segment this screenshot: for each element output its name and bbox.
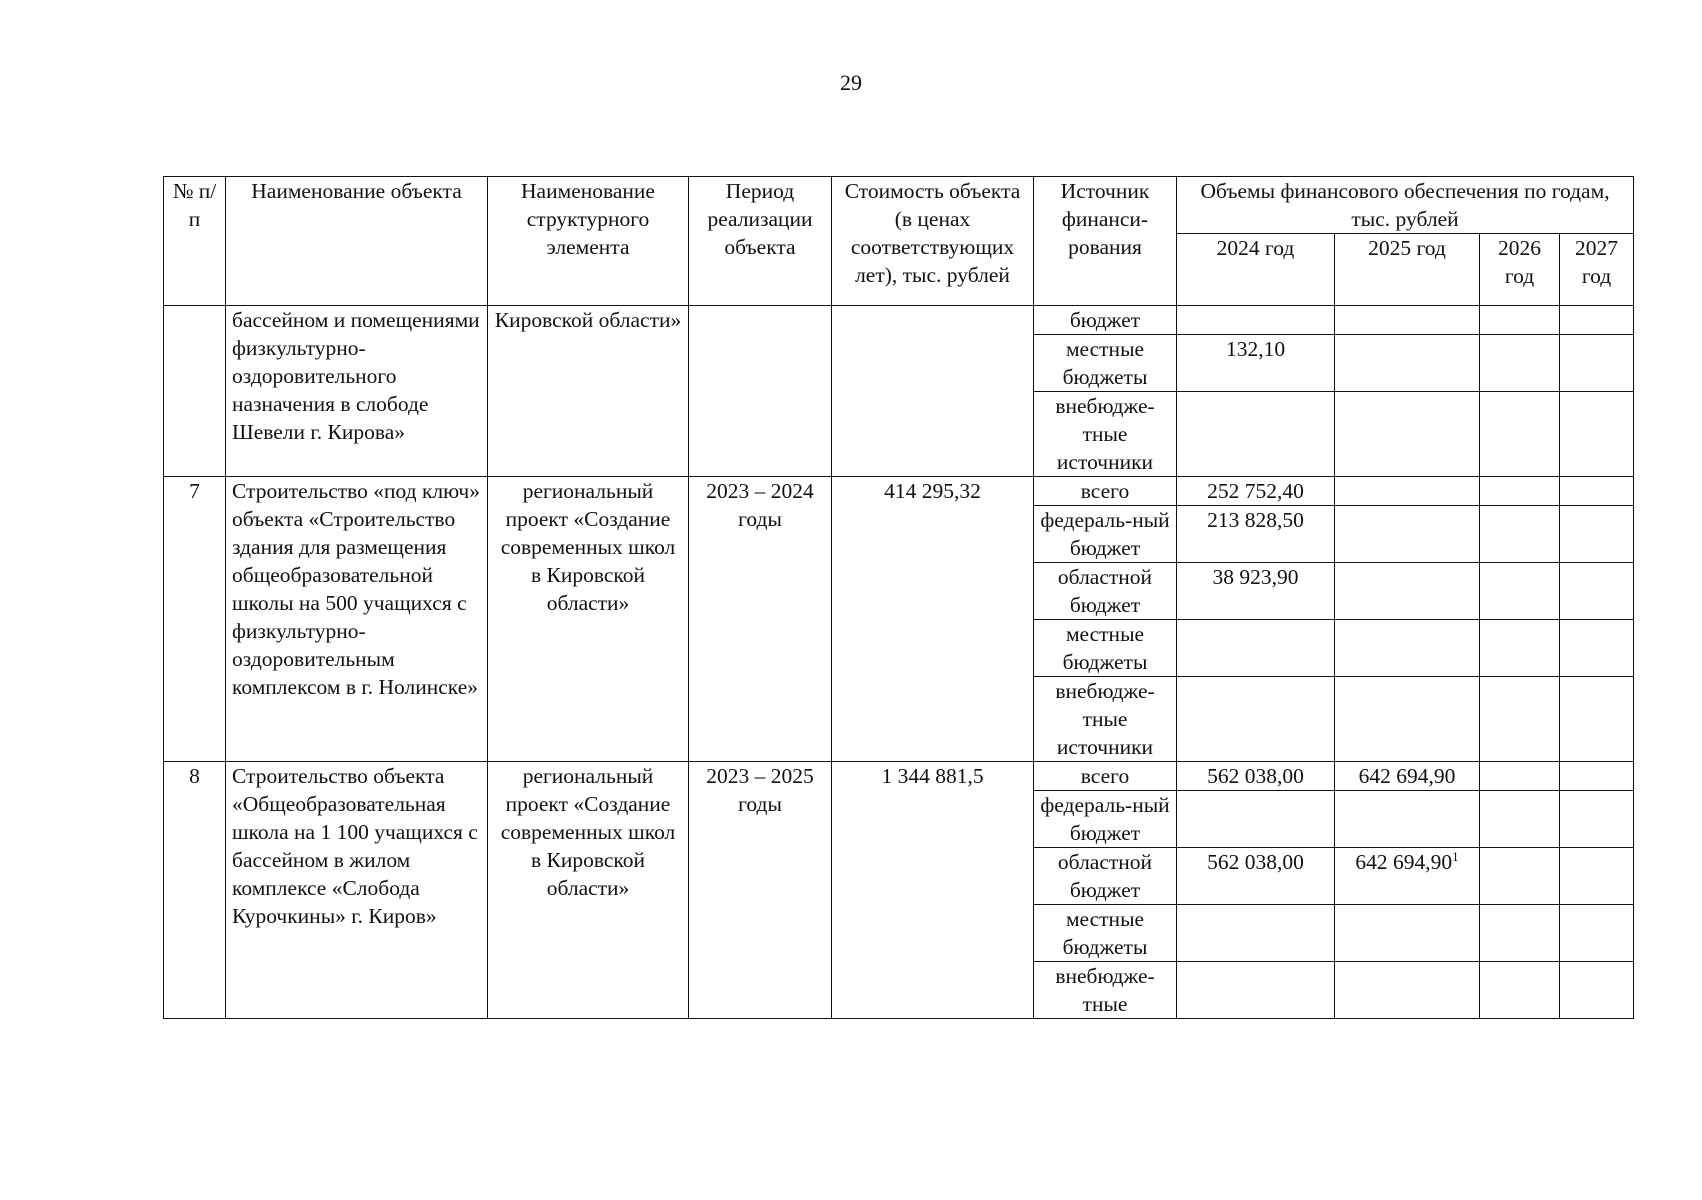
value-2027 xyxy=(1560,392,1634,477)
value-2024: 213 828,50 xyxy=(1177,506,1335,563)
source-label: всего xyxy=(1034,477,1177,506)
value-2024: 38 923,90 xyxy=(1177,563,1335,620)
row-struct-element: Кировской области» xyxy=(488,306,689,477)
value-2027 xyxy=(1560,306,1634,335)
value-2025 xyxy=(1335,677,1480,762)
value-2025 xyxy=(1335,791,1480,848)
value-2024: 562 038,00 xyxy=(1177,762,1335,791)
row-num: 7 xyxy=(164,477,226,762)
header-cost: Стоимость объекта (в ценах соответствующих лет), тыс. рублей xyxy=(832,177,1034,306)
value-2026 xyxy=(1480,506,1560,563)
source-label: местные бюджеты xyxy=(1034,905,1177,962)
table-row xyxy=(164,762,1634,791)
value-2025 xyxy=(1335,848,1480,905)
value-2024 xyxy=(1177,905,1335,962)
value-2026 xyxy=(1480,563,1560,620)
row-cost xyxy=(832,306,1034,477)
value-2025 xyxy=(1335,905,1480,962)
value-2024 xyxy=(1177,791,1335,848)
value-2027 xyxy=(1560,791,1634,848)
value-2026 xyxy=(1480,620,1560,677)
page-number: 29 xyxy=(840,70,862,95)
value-2024: 132,10 xyxy=(1177,335,1335,392)
value-2026 xyxy=(1480,762,1560,791)
source-label: федераль-ный бюджет xyxy=(1034,506,1177,563)
row-struct-element: региональный проект «Создание современных школ в Кировской области» xyxy=(488,762,689,1019)
row-object-name: бассейном и помещениями физкультурно-оздоровительного назначения в слободе Шевели г. Кирова» xyxy=(226,306,488,477)
value-2026 xyxy=(1480,791,1560,848)
header-year-2026: 2026 год xyxy=(1480,234,1560,306)
source-label: внебюдже-тные источники xyxy=(1034,677,1177,762)
source-label: внебюдже-тные xyxy=(1034,962,1177,1019)
row-object-name: Строительство «под ключ» объекта «Строительство здания для размещения общеобразовательной школы на 500 учащихся с физкультурно-оздоровительным комплексом в г. Нолинске» xyxy=(226,477,488,762)
value-2027 xyxy=(1560,506,1634,563)
value-2027 xyxy=(1560,848,1634,905)
value-2026 xyxy=(1480,677,1560,762)
value-2025 xyxy=(1335,563,1480,620)
source-label: всего xyxy=(1034,762,1177,791)
value-2026 xyxy=(1480,905,1560,962)
value-2026 xyxy=(1480,306,1560,335)
table-row xyxy=(164,477,1634,506)
value-2027 xyxy=(1560,477,1634,506)
row-object-name: Строительство объекта «Общеобразовательная школа на 1 100 учащихся с бассейном в жилом комплексе «Слобода Курочкины» г. Киров» xyxy=(226,762,488,1019)
value-2027 xyxy=(1560,335,1634,392)
value-2025 xyxy=(1335,335,1480,392)
source-label: федераль-ный бюджет xyxy=(1034,791,1177,848)
value-2025 xyxy=(1335,506,1480,563)
row-cost: 414 295,32 xyxy=(832,477,1034,762)
value-2025 xyxy=(1335,962,1480,1019)
row-period xyxy=(689,306,832,477)
footnote-marker: 1 xyxy=(1452,848,1459,864)
source-label: внебюдже-тные источники xyxy=(1034,392,1177,477)
value-2025-text: 642 694,90 xyxy=(1355,850,1453,874)
header-row xyxy=(164,177,1634,234)
header-struct-element: Наименование структурного элемента xyxy=(488,177,689,306)
value-2027 xyxy=(1560,677,1634,762)
financing-table xyxy=(163,176,1634,1019)
header-period: Период реализации объекта xyxy=(689,177,832,306)
value-2025 xyxy=(1335,620,1480,677)
row-period: 2023 – 2024 годы xyxy=(689,477,832,762)
value-2026 xyxy=(1480,962,1560,1019)
row-cost: 1 344 881,5 xyxy=(832,762,1034,1019)
value-2025 xyxy=(1335,392,1480,477)
value-2026 xyxy=(1480,848,1560,905)
value-2025 xyxy=(1335,477,1480,506)
value-2024 xyxy=(1177,620,1335,677)
header-year-2025: 2025 год xyxy=(1335,234,1480,306)
value-2027 xyxy=(1560,762,1634,791)
source-label: областной бюджет xyxy=(1034,848,1177,905)
value-2027 xyxy=(1560,563,1634,620)
source-label: местные бюджеты xyxy=(1034,335,1177,392)
header-object-name: Наименование объекта xyxy=(226,177,488,306)
header-source: Источник финанси-рования xyxy=(1034,177,1177,306)
value-2026 xyxy=(1480,477,1560,506)
value-2027 xyxy=(1560,905,1634,962)
table-row xyxy=(164,306,1634,335)
value-2024 xyxy=(1177,677,1335,762)
value-2026 xyxy=(1480,335,1560,392)
source-label: областной бюджет xyxy=(1034,563,1177,620)
header-volumes: Объемы финансового обеспечения по годам, тыс. рублей xyxy=(1177,177,1634,234)
value-2025 xyxy=(1335,306,1480,335)
row-struct-element: региональный проект «Создание современных школ в Кировской области» xyxy=(488,477,689,762)
header-num: № п/п xyxy=(164,177,226,306)
row-period: 2023 – 2025 годы xyxy=(689,762,832,1019)
row-num xyxy=(164,306,226,477)
value-2024 xyxy=(1177,306,1335,335)
source-label: бюджет xyxy=(1034,306,1177,335)
value-2025: 642 694,90 xyxy=(1335,762,1480,791)
row-num: 8 xyxy=(164,762,226,1019)
value-2027 xyxy=(1560,962,1634,1019)
value-2024 xyxy=(1177,962,1335,1019)
header-year-2024: 2024 год xyxy=(1177,234,1335,306)
value-2024: 562 038,00 xyxy=(1177,848,1335,905)
value-2024: 252 752,40 xyxy=(1177,477,1335,506)
header-year-2027: 2027 год xyxy=(1560,234,1634,306)
source-label: местные бюджеты xyxy=(1034,620,1177,677)
value-2024 xyxy=(1177,392,1335,477)
value-2027 xyxy=(1560,620,1634,677)
value-2026 xyxy=(1480,392,1560,477)
